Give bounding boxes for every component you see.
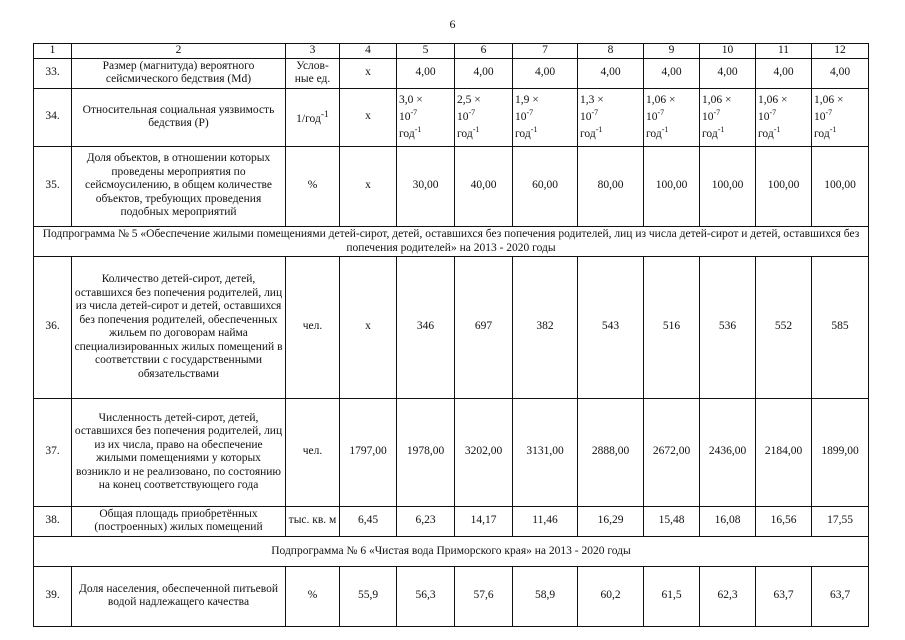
power-exponent: -7 xyxy=(657,107,665,117)
unit-base: год xyxy=(646,127,662,140)
value-cell: x xyxy=(340,256,397,398)
fraction-power xyxy=(399,109,452,126)
fraction-unit xyxy=(702,126,753,143)
col-header: 12 xyxy=(812,44,869,59)
value-cell: 16,56 xyxy=(756,506,812,536)
table-row xyxy=(34,146,869,226)
subprogram-row xyxy=(34,536,869,566)
row-number: 39. xyxy=(34,566,72,626)
value-cell: 80,00 xyxy=(578,146,644,226)
fraction-coefficient: 1,06 × xyxy=(758,93,788,106)
unit-exponent: -1 xyxy=(414,124,422,134)
col-header: 11 xyxy=(756,44,812,59)
col-header: 7 xyxy=(513,44,578,59)
row-number: 35. xyxy=(34,146,72,226)
unit-exponent: -1 xyxy=(773,124,781,134)
table-row xyxy=(34,506,869,536)
unit-cell: % xyxy=(286,146,340,226)
unit-exponent: -1 xyxy=(661,124,669,134)
value-cell: x xyxy=(340,146,397,226)
fraction-unit xyxy=(580,126,641,143)
value-cell: 3202,00 xyxy=(455,398,513,506)
power-exponent: -7 xyxy=(713,107,721,117)
value-cell: 697 xyxy=(455,256,513,398)
value-cell: 11,46 xyxy=(513,506,578,536)
indicator-name: Размер (магнитуда) вероятного сейсмического бедствия (Md) xyxy=(72,58,286,88)
power-base: 10 xyxy=(646,110,658,123)
fraction-power xyxy=(646,109,697,126)
value-cell: 1978,00 xyxy=(397,398,455,506)
fraction-power xyxy=(515,109,575,126)
fraction-power xyxy=(758,109,809,126)
row-number: 36. xyxy=(34,256,72,398)
unit-text: 1/год xyxy=(296,112,321,125)
fraction-power xyxy=(814,109,866,126)
power-exponent: -7 xyxy=(769,107,777,117)
value-cell: 40,00 xyxy=(455,146,513,226)
value-cell: 63,7 xyxy=(756,566,812,626)
power-exponent: -7 xyxy=(526,107,534,117)
value-cell: 4,00 xyxy=(455,58,513,88)
power-base: 10 xyxy=(758,110,770,123)
value-cell xyxy=(700,88,756,146)
value-cell: 55,9 xyxy=(340,566,397,626)
value-cell: 62,3 xyxy=(700,566,756,626)
unit-base: год xyxy=(457,127,473,140)
fraction-coefficient: 1,06 × xyxy=(814,93,844,106)
value-cell: 57,6 xyxy=(455,566,513,626)
value-cell: 346 xyxy=(397,256,455,398)
subprogram-title: Подпрограмма № 5 «Обеспечение жилыми помещениями детей-сирот, детей, оставшихся без попечения родителей, лиц из числа детей-сирот и детей, оставшихся без попечения родителей» на 2013 - 2020 годы xyxy=(34,226,869,256)
unit-exponent: -1 xyxy=(717,124,725,134)
unit-cell: тыс. кв. м xyxy=(286,506,340,536)
value-cell: x xyxy=(340,58,397,88)
value-cell: 4,00 xyxy=(397,58,455,88)
table-row xyxy=(34,88,869,146)
col-header: 5 xyxy=(397,44,455,59)
power-base: 10 xyxy=(580,110,592,123)
subprogram-row xyxy=(34,226,869,256)
fraction-unit xyxy=(457,126,510,143)
value-cell: 2184,00 xyxy=(756,398,812,506)
value-cell: 1797,00 xyxy=(340,398,397,506)
value-cell: 56,3 xyxy=(397,566,455,626)
subprogram-title: Подпрограмма № 6 «Чистая вода Приморского края» на 2013 - 2020 годы xyxy=(34,536,869,566)
value-cell: 60,00 xyxy=(513,146,578,226)
value-cell xyxy=(397,88,455,146)
value-cell: 17,55 xyxy=(812,506,869,536)
power-exponent: -7 xyxy=(825,107,833,117)
unit-exponent: -1 xyxy=(829,124,837,134)
value-cell: 3131,00 xyxy=(513,398,578,506)
value-cell: 15,48 xyxy=(644,506,700,536)
power-base: 10 xyxy=(702,110,714,123)
value-cell: 100,00 xyxy=(812,146,869,226)
col-header: 3 xyxy=(286,44,340,59)
value-cell: 1899,00 xyxy=(812,398,869,506)
page-number: 6 xyxy=(449,17,456,31)
value-cell: 4,00 xyxy=(812,58,869,88)
power-exponent: -7 xyxy=(591,107,599,117)
value-cell: 61,5 xyxy=(644,566,700,626)
column-number-row xyxy=(34,44,869,59)
value-cell: x xyxy=(340,88,397,146)
value-cell: 4,00 xyxy=(644,58,700,88)
value-cell xyxy=(644,88,700,146)
value-cell: 16,08 xyxy=(700,506,756,536)
unit-exponent: -1 xyxy=(595,124,603,134)
unit-exponent: -1 xyxy=(472,124,480,134)
fraction-power xyxy=(580,109,641,126)
fraction-coefficient: 1,06 × xyxy=(702,93,732,106)
value-cell xyxy=(513,88,578,146)
power-base: 10 xyxy=(457,110,469,123)
row-number: 33. xyxy=(34,58,72,88)
value-cell: 4,00 xyxy=(578,58,644,88)
unit-base: год xyxy=(702,127,718,140)
value-cell: 2888,00 xyxy=(578,398,644,506)
power-base: 10 xyxy=(814,110,826,123)
value-cell: 2436,00 xyxy=(700,398,756,506)
unit-cell: чел. xyxy=(286,256,340,398)
unit-exponent: -1 xyxy=(530,124,538,134)
row-number: 37. xyxy=(34,398,72,506)
value-cell: 16,29 xyxy=(578,506,644,536)
row-number: 38. xyxy=(34,506,72,536)
unit-base: год xyxy=(399,127,415,140)
fraction-unit xyxy=(399,126,452,143)
value-cell: 60,2 xyxy=(578,566,644,626)
value-cell: 100,00 xyxy=(700,146,756,226)
value-cell: 552 xyxy=(756,256,812,398)
col-header: 4 xyxy=(340,44,397,59)
indicator-name: Относительная социальная уязвимость бедствия (P) xyxy=(72,88,286,146)
value-cell: 30,00 xyxy=(397,146,455,226)
value-cell xyxy=(578,88,644,146)
fraction-coefficient: 1,3 × xyxy=(580,93,604,106)
col-header: 8 xyxy=(578,44,644,59)
table-row xyxy=(34,58,869,88)
fraction-unit xyxy=(814,126,866,143)
power-exponent: -7 xyxy=(468,107,476,117)
fraction-coefficient: 3,0 × xyxy=(399,93,423,106)
power-base: 10 xyxy=(399,110,411,123)
value-cell: 6,23 xyxy=(397,506,455,536)
value-cell: 382 xyxy=(513,256,578,398)
value-cell: 58,9 xyxy=(513,566,578,626)
unit-base: год xyxy=(515,127,531,140)
fraction-unit xyxy=(758,126,809,143)
table-row xyxy=(34,398,869,506)
fraction-coefficient: 2,5 × xyxy=(457,93,481,106)
indicator-name: Общая площадь приобретённых (построенных) жилых помещений xyxy=(72,506,286,536)
col-header: 9 xyxy=(644,44,700,59)
indicator-name: Доля объектов, в отношении которых проведены мероприятия по сейсмоусилению, в общем количестве объектов, требующих проведения подобных мероприятий xyxy=(72,146,286,226)
unit-cell: Услов-ные ед. xyxy=(286,58,340,88)
value-cell: 543 xyxy=(578,256,644,398)
fraction-coefficient: 1,06 × xyxy=(646,93,676,106)
value-cell: 4,00 xyxy=(756,58,812,88)
value-cell: 100,00 xyxy=(756,146,812,226)
value-cell: 585 xyxy=(812,256,869,398)
indicator-name: Количество детей-сирот, детей, оставшихся без попечения родителей, лиц из числа детей-сирот и детей, оставшихся без попечения родителей, обеспеченных жильем по договорам найма специализированных жилых помещений в соответствии с государственными обязательствами xyxy=(72,256,286,398)
col-header: 2 xyxy=(72,44,286,59)
col-header: 1 xyxy=(34,44,72,59)
fraction-unit xyxy=(646,126,697,143)
col-header: 10 xyxy=(700,44,756,59)
value-cell: 4,00 xyxy=(513,58,578,88)
unit-cell xyxy=(286,88,340,146)
value-cell xyxy=(455,88,513,146)
value-cell: 4,00 xyxy=(700,58,756,88)
fraction-power xyxy=(702,109,753,126)
unit-exponent: -1 xyxy=(320,108,329,120)
value-cell: 14,17 xyxy=(455,506,513,536)
unit-cell: % xyxy=(286,566,340,626)
value-cell xyxy=(812,88,869,146)
indicators-table xyxy=(33,43,869,627)
value-cell: 536 xyxy=(700,256,756,398)
unit-base: год xyxy=(758,127,774,140)
value-cell: 6,45 xyxy=(340,506,397,536)
row-number: 34. xyxy=(34,88,72,146)
table-body xyxy=(34,58,869,626)
value-cell: 100,00 xyxy=(644,146,700,226)
unit-base: год xyxy=(580,127,596,140)
col-header: 6 xyxy=(455,44,513,59)
fraction-power xyxy=(457,109,510,126)
value-cell: 63,7 xyxy=(812,566,869,626)
table-row xyxy=(34,566,869,626)
value-cell xyxy=(756,88,812,146)
indicator-name: Численность детей-сирот, детей, оставшихся без попечения родителей, лиц из их числа, право на обеспечение жилыми помещениями у которых возникло и не реализовано, по состоянию на конец соответствующего года xyxy=(72,398,286,506)
unit-base: год xyxy=(814,127,830,140)
power-base: 10 xyxy=(515,110,527,123)
table-row xyxy=(34,256,869,398)
unit-cell: чел. xyxy=(286,398,340,506)
value-cell: 2672,00 xyxy=(644,398,700,506)
indicator-name: Доля населения, обеспеченной питьевой водой надлежащего качества xyxy=(72,566,286,626)
fraction-coefficient: 1,9 × xyxy=(515,93,539,106)
value-cell: 516 xyxy=(644,256,700,398)
power-exponent: -7 xyxy=(410,107,418,117)
fraction-unit xyxy=(515,126,575,143)
